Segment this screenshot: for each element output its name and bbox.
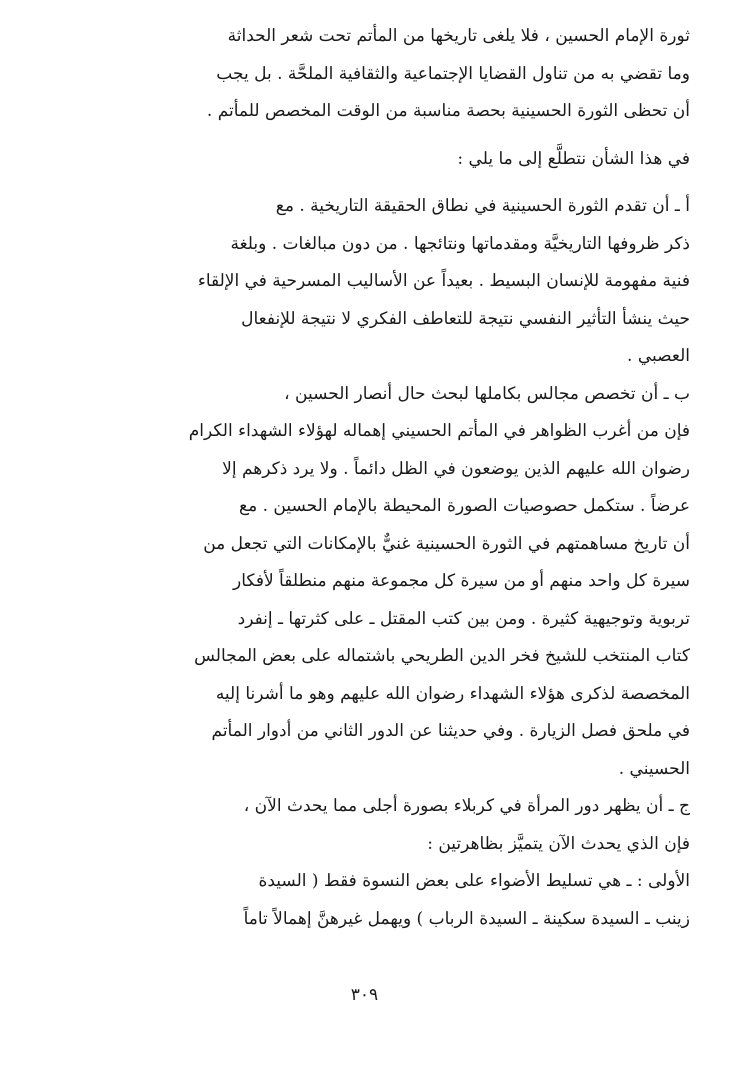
text-line: كتاب المنتخب للشيخ فخر الدين الطريحي باشتماله على بعض المجالس	[194, 646, 690, 666]
text-line: أن تاريخ مساهمتهم في الثورة الحسينية غنيٌّ بالإمكانات التي تجعل من	[203, 533, 690, 554]
text-line: ذكر ظروفها التاريخيَّة ومقدماتها ونتائجها . من دون مبالغات . وبلغة	[230, 233, 690, 254]
paragraph-b	[40, 376, 690, 789]
text-line: ثورة الإمام الحسين ، فلا يلغى تاريخها من المأتم تحت شعر الحداثة	[227, 26, 690, 46]
text-line: في ملحق فصل الزيارة . وفي حديثنا عن الدور الثاني من أدوار المأتم	[211, 721, 690, 741]
text-line: فإن من أغرب الظواهر في المأتم الحسيني إهماله لهؤلاء الشهداء الكرام	[188, 421, 690, 441]
text-line: أ ـ أن تقدم الثورة الحسينية في نطاق الحقيقة التاريخية . مع	[275, 196, 690, 216]
page-text	[40, 18, 690, 938]
text-line: عرضاً . ستكمل حصوصيات الصورة المحيطة بالإمام الحسين . مع	[239, 496, 690, 516]
text-line: العصبي .	[627, 346, 690, 366]
paragraph-intro	[40, 141, 690, 179]
text-line: تربوية وتوجيهية كثيرة . ومن بين كتب المقتل ـ على كثرتها ـ إنفرد	[237, 608, 690, 629]
paragraph-first-phenomenon	[40, 863, 690, 938]
text-line: رضوان الله عليهم الذين يوضعون في الظل دائماً . ولا يرد ذكرهم إلا	[222, 458, 690, 479]
paragraph-c	[40, 788, 690, 863]
text-line: الأولى : ـ هي تسليط الأضواء على بعض النسوة فقط ( السيدة	[258, 871, 690, 891]
text-line: المخصصة لذكرى هؤلاء الشهداء رضوان الله عليهم وهو ما أشرنا إليه	[215, 683, 690, 704]
text-line: ب ـ أن تخصص مجالس بكاملها لبحث حال أنصار الحسين ،	[284, 383, 690, 404]
text-line: أن تحظى الثورة الحسينية بحصة مناسبة من الوقت المخصص للمأتم .	[206, 101, 690, 121]
paragraph-opening	[40, 18, 690, 131]
text-line: الحسيني .	[618, 758, 690, 779]
text-line: في هذا الشأن نتطلَّع إلى ما يلي :	[457, 148, 690, 169]
text-line: ج ـ أن يظهر دور المرأة في كربلاء بصورة أجلى مما يحدث الآن ،	[243, 796, 690, 816]
text-line: حيث ينشأ التأثير النفسي نتيجة للتعاطف الفكري لا نتيجة للإنفعال	[241, 308, 690, 329]
text-line: فإن الذي يحدث الآن يتميَّز بظاهرتين :	[427, 833, 690, 854]
text-line: زينب ـ السيدة سكينة ـ السيدة الرباب ) ويهمل غيرهنَّ إهمالاً تاماً	[243, 908, 690, 929]
text-line: وما تقضي به من تناول القضايا الإجتماعية والثقافية الملحَّة . بل يجب	[216, 63, 690, 84]
text-line: سيرة كل واحد منهم أو من سيرة كل مجموعة منهم منطلقاً لأفكار	[233, 571, 690, 591]
text-line: فنية مفهومة للإنسان البسيط . بعيداً عن الأساليب المسرحية في الإلقاء	[197, 271, 690, 291]
page-number: ٣٠٩	[350, 985, 379, 1005]
paragraph-a	[40, 188, 690, 376]
